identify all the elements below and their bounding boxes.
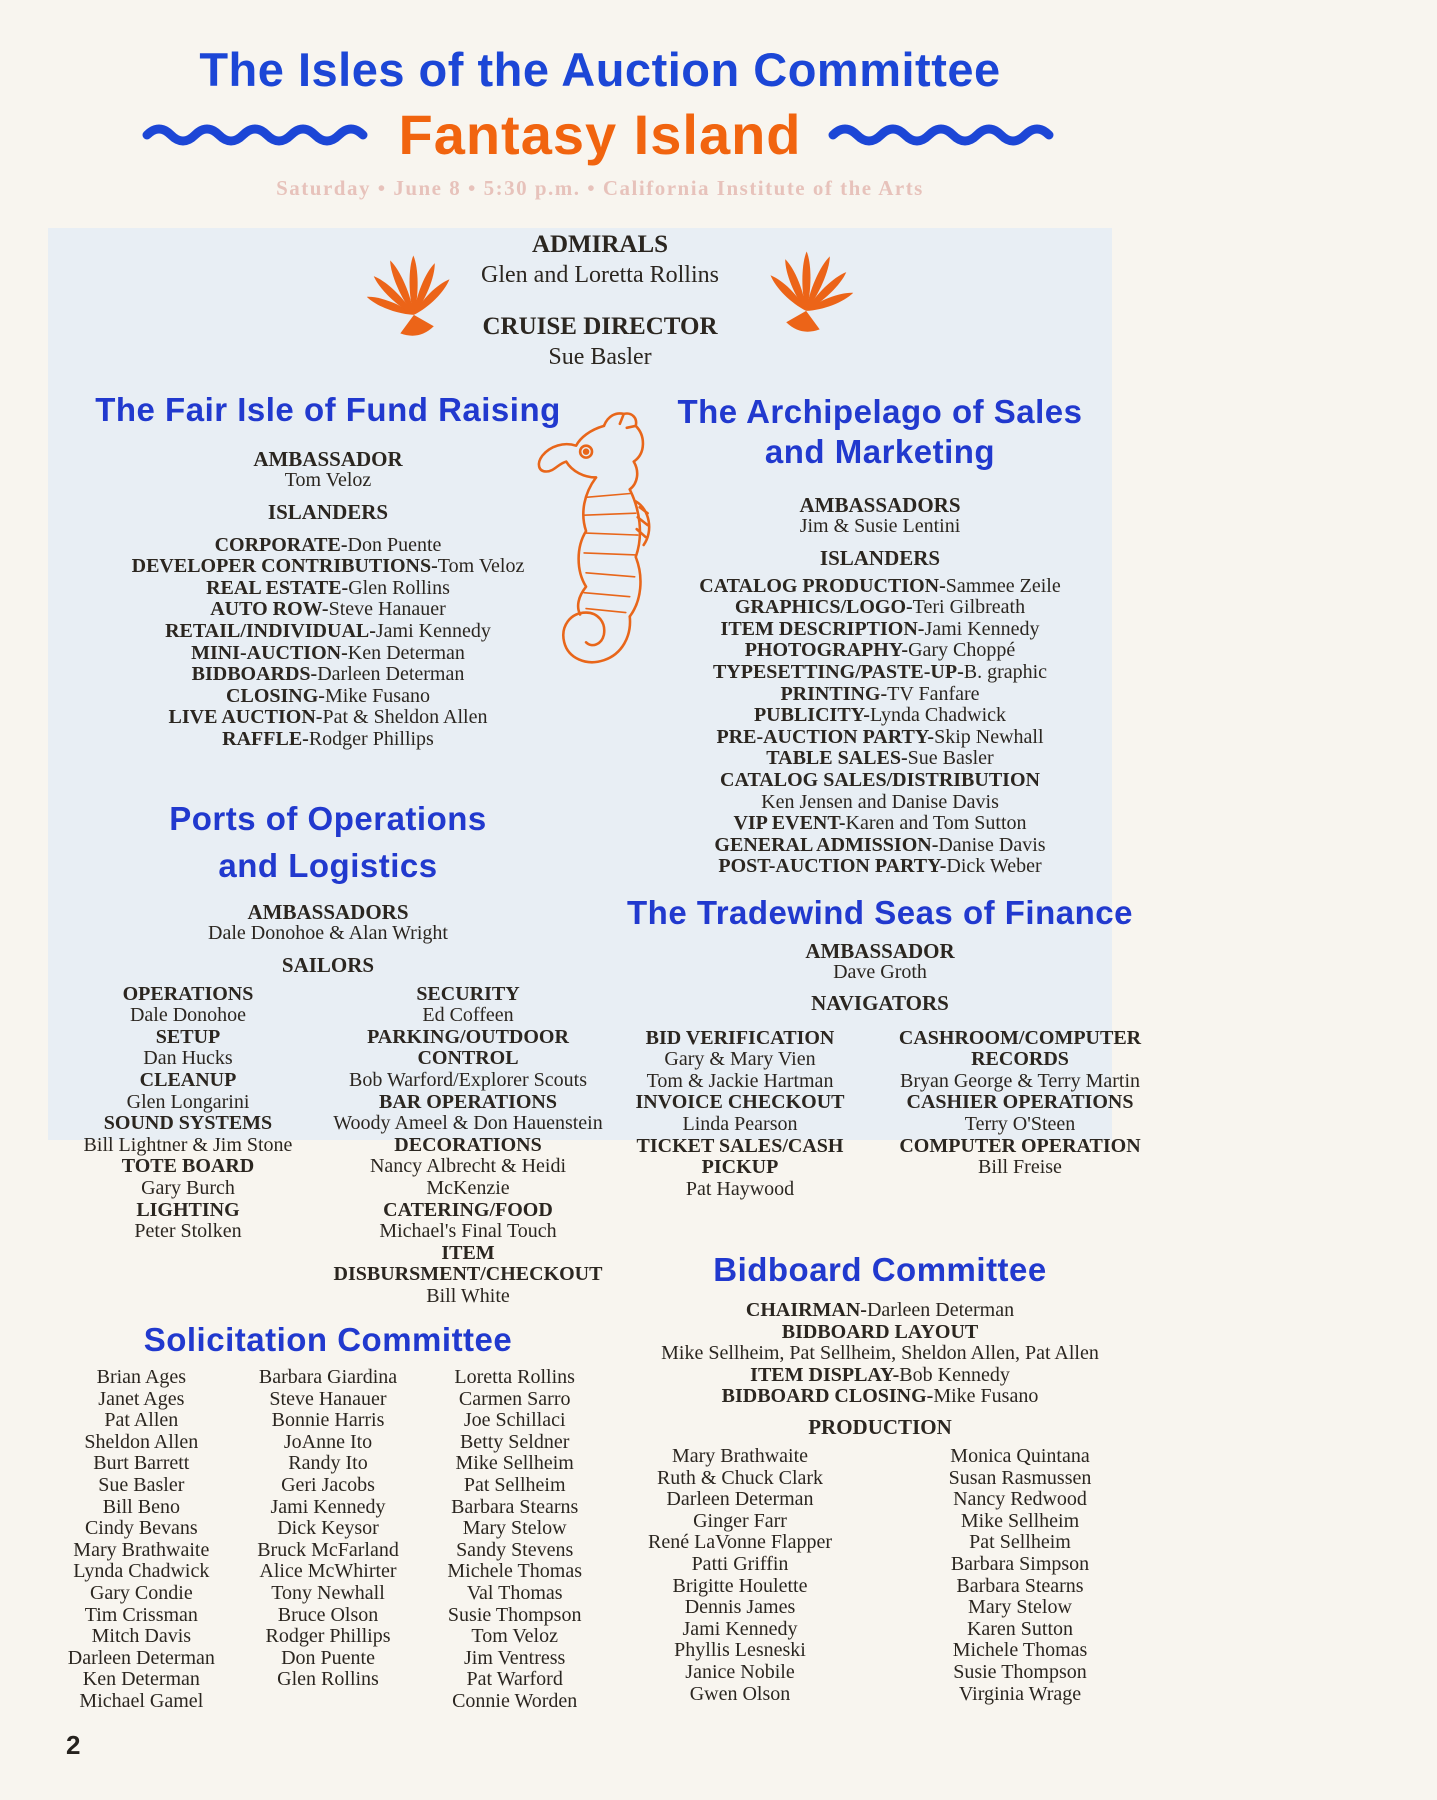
committee-line: GRAPHICS/LOGO-Teri Gilbreath xyxy=(734,596,1026,619)
section-heading: and Marketing xyxy=(764,433,996,470)
committee-line: CASHROOM/COMPUTER xyxy=(898,1026,1142,1049)
committee-line: BIDBOARD LAYOUT xyxy=(781,1320,979,1343)
member-name: Susie Thompson xyxy=(447,1603,582,1626)
member-name: Rodger Phillips xyxy=(265,1625,391,1648)
member-name: Geri Jacobs xyxy=(281,1473,375,1496)
member-name: Virginia Wrage xyxy=(958,1682,1082,1705)
committee-line: Glen Longarini xyxy=(126,1090,250,1113)
member-name: Patti Griffin xyxy=(691,1552,789,1575)
committee-line: SOUND SYSTEMS xyxy=(103,1112,273,1135)
member-name: Ruth & Chuck Clark xyxy=(656,1466,824,1489)
member-name: Ginger Farr xyxy=(693,1509,787,1532)
member-name: Sandy Stevens xyxy=(456,1538,574,1561)
committee-line: CATERING/FOOD xyxy=(383,1198,553,1221)
committee-line: ITEM DISPLAY-Bob Kennedy xyxy=(750,1363,1010,1386)
committee-line: RECORDS xyxy=(971,1048,1069,1071)
committee-line: Bill White xyxy=(426,1284,510,1307)
committee-list xyxy=(600,1028,880,1201)
member-name: Tim Crissman xyxy=(84,1603,198,1626)
member-name: Sue Basler xyxy=(98,1473,185,1496)
member-name: Mitch Davis xyxy=(91,1625,192,1648)
member-name: Glen Rollins xyxy=(277,1668,379,1691)
committee-list xyxy=(600,576,1160,878)
member-name: Jami Kennedy xyxy=(682,1617,798,1640)
committee-line: REAL ESTATE-Glen Rollins xyxy=(206,576,450,599)
committee-line: VIP EVENT-Karen and Tom Sutton xyxy=(733,812,1027,835)
section-heading: The Archipelago of Sales xyxy=(677,393,1083,430)
committee-line: DECORATIONS xyxy=(394,1133,542,1156)
committee-line: BIDBOARDS-Darleen Determan xyxy=(191,663,465,686)
committee-list xyxy=(328,984,608,1308)
member-name: Nancy Redwood xyxy=(953,1488,1087,1511)
member-name: René LaVonne Flapper xyxy=(647,1531,833,1554)
member-name: Don Puente xyxy=(281,1646,375,1669)
committee-line: Bryan George & Terry Martin xyxy=(899,1069,1141,1092)
committee-line: OPERATIONS xyxy=(122,982,254,1005)
wave-divider-icon xyxy=(142,121,372,149)
member-name: Tom Veloz xyxy=(471,1625,558,1648)
committee-line: TABLE SALES-Sue Basler xyxy=(766,747,994,770)
member-name: Steve Hanauer xyxy=(269,1387,387,1410)
group-label: SAILORS xyxy=(281,952,375,977)
committee-line: COMPUTER OPERATION xyxy=(899,1134,1141,1157)
committee-line: GENERAL ADMISSION-Danise Davis xyxy=(714,833,1046,856)
committee-line: Bill Freise xyxy=(978,1156,1062,1179)
committee-list xyxy=(48,1367,235,1713)
committee-line: LIGHTING xyxy=(136,1198,240,1221)
ambassador-label: AMBASSADOR xyxy=(253,447,403,471)
member-name: Susan Rasmussen xyxy=(948,1466,1092,1489)
member-name: Jim Ventress xyxy=(464,1646,566,1669)
cruise-director-label: CRUISE DIRECTOR xyxy=(482,313,718,340)
member-name: Pat Sellheim xyxy=(463,1473,566,1496)
member-name: Pat Sellheim xyxy=(969,1531,1071,1554)
committee-line: BAR OPERATIONS xyxy=(379,1090,557,1113)
committee-list xyxy=(880,1028,1160,1201)
committee-line: POST-AUCTION PARTY-Dick Weber xyxy=(718,855,1042,878)
member-name: Carmen Sarro xyxy=(458,1387,571,1410)
member-name: Bruck McFarland xyxy=(257,1538,399,1561)
member-name: Val Thomas xyxy=(466,1581,563,1604)
page-title: The Isles of the Auction Committee xyxy=(199,43,1001,96)
committee-list xyxy=(600,1300,1160,1408)
committee-line: BIDBOARD CLOSING-Mike Fusano xyxy=(721,1385,1039,1408)
committee-line: BID VERIFICATION xyxy=(645,1026,835,1049)
member-name: Brigitte Houlette xyxy=(672,1574,808,1597)
committee-line: TYPESETTING/PASTE-UP-B. graphic xyxy=(712,660,1048,683)
committee-line: TICKET SALES/CASH PICKUP xyxy=(636,1134,844,1179)
committee-line: Michael's Final Touch xyxy=(379,1220,557,1243)
member-name: Susie Thompson xyxy=(953,1660,1087,1683)
member-name: Darleen Determan xyxy=(67,1646,215,1669)
member-name: Janice Nobile xyxy=(685,1660,795,1683)
member-name: Alice McWhirter xyxy=(259,1560,397,1583)
committee-line: SECURITY xyxy=(416,982,520,1005)
member-name: Burt Barrett xyxy=(93,1452,190,1475)
member-name: Randy Ito xyxy=(288,1452,368,1475)
group-label: NAVIGATORS xyxy=(811,990,949,1015)
committee-line: Ed Coffeen xyxy=(422,1004,514,1027)
committee-line: Tom & Jackie Hartman xyxy=(646,1069,834,1092)
member-name: Bill Beno xyxy=(102,1495,180,1518)
ambassador-name: Dave Groth xyxy=(833,961,927,983)
member-name: Karen Sutton xyxy=(966,1617,1074,1640)
member-name: Joe Schillaci xyxy=(463,1409,566,1432)
committee-line: TOTE BOARD xyxy=(121,1155,255,1178)
committee-line: RAFFLE-Rodger Phillips xyxy=(222,727,434,750)
group-label: PRODUCTION xyxy=(808,1414,952,1439)
committee-line: SETUP xyxy=(155,1025,221,1048)
member-name: Pat Warford xyxy=(466,1668,563,1691)
ambassador-name: Jim & Susie Lentini xyxy=(799,515,961,537)
section-heading: Ports of Operations xyxy=(169,800,487,837)
page-number: 2 xyxy=(66,1730,81,1760)
member-name: Gary Condie xyxy=(89,1581,193,1604)
member-name: Betty Seldner xyxy=(459,1430,570,1453)
section-heading: and Logistics xyxy=(218,847,438,884)
member-name: Dennis James xyxy=(684,1596,796,1619)
committee-line: Woody Ameel & Don Hauenstein xyxy=(333,1112,603,1135)
committee-line: Mike Sellheim, Pat Sellheim, Sheldon Allen, Pat Allen xyxy=(661,1342,1099,1365)
ambassador-label: AMBASSADOR xyxy=(805,939,955,963)
committee-line: Pat Haywood xyxy=(685,1177,795,1200)
section-fund-raising xyxy=(48,390,608,751)
section-finance xyxy=(600,893,1160,1200)
member-name: Loretta Rollins xyxy=(454,1366,575,1388)
committee-line: Bob Warford/Explorer Scouts xyxy=(349,1068,587,1091)
leadership-block xyxy=(320,230,880,372)
committee-line: DEVELOPER CONTRIBUTIONS-Tom Veloz xyxy=(131,555,525,578)
member-name: Monica Quintana xyxy=(950,1444,1090,1467)
committee-line: ITEM DISBURSMENT/CHECKOUT xyxy=(333,1241,603,1286)
section-heading: Bidboard Committee xyxy=(713,1251,1047,1288)
member-name: Ken Determan xyxy=(82,1668,200,1691)
bleed-through-text: Saturday • June 8 • 5:30 p.m. • California Institute of the Arts xyxy=(276,176,924,200)
section-bidboard xyxy=(600,1250,1160,1705)
member-name: Pat Allen xyxy=(104,1409,179,1432)
committee-line: PRE-AUCTION PARTY-Skip Newhall xyxy=(716,725,1044,748)
committee-line: Dale Donohoe xyxy=(129,1004,247,1027)
member-name: Jami Kennedy xyxy=(270,1495,386,1518)
committee-line: AUTO ROW-Steve Hanauer xyxy=(210,598,446,621)
committee-line: PRINTING-TV Fanfare xyxy=(780,682,980,705)
member-name: Connie Worden xyxy=(452,1689,578,1712)
committee-line: CLOSING-Mike Fusano xyxy=(226,684,430,707)
member-name: Lynda Chadwick xyxy=(73,1560,210,1583)
member-name: Dick Keysor xyxy=(277,1517,379,1540)
member-name: Mary Stelow xyxy=(968,1596,1072,1619)
committee-line: Peter Stolken xyxy=(134,1220,242,1243)
member-name: Bruce Olson xyxy=(277,1603,379,1626)
member-name: Mike Sellheim xyxy=(455,1452,574,1475)
committee-line: CORPORATE-Don Puente xyxy=(214,533,442,556)
member-name: Michele Thomas xyxy=(952,1639,1088,1662)
member-name: Janet Ages xyxy=(98,1387,185,1410)
member-name: Tony Newhall xyxy=(271,1581,385,1604)
section-solicitation xyxy=(48,1320,608,1713)
committee-line: ITEM DESCRIPTION-Jami Kennedy xyxy=(720,617,1040,640)
section-heading: Solicitation Committee xyxy=(143,1321,513,1358)
committee-line: RETAIL/INDIVIDUAL-Jami Kennedy xyxy=(165,619,491,642)
member-name: JoAnne Ito xyxy=(283,1430,373,1453)
admirals-names: Glen and Loretta Rollins xyxy=(481,262,719,288)
member-name: Sheldon Allen xyxy=(84,1430,199,1453)
event-name: Fantasy Island xyxy=(398,103,802,166)
admirals-label: ADMIRALS xyxy=(531,231,669,258)
cruise-director-name: Sue Basler xyxy=(548,344,652,370)
committee-line: Terry O'Steen xyxy=(964,1112,1076,1135)
member-name: Michael Gamel xyxy=(79,1689,204,1712)
member-name: Barbara Giardina xyxy=(258,1366,398,1388)
committee-line: PUBLICITY-Lynda Chadwick xyxy=(753,704,1007,727)
group-label: ISLANDERS xyxy=(819,545,941,570)
committee-list xyxy=(235,1367,422,1713)
committee-list xyxy=(48,984,328,1308)
ambassador-label: AMBASSADORS xyxy=(799,493,961,517)
member-name: Bonnie Harris xyxy=(271,1409,385,1432)
ambassador-name: Dale Donohoe & Alan Wright xyxy=(208,922,448,944)
member-name: Gwen Olson xyxy=(689,1682,791,1705)
ambassador-label: AMBASSADORS xyxy=(247,900,409,924)
committee-line: CLEANUP xyxy=(139,1068,237,1091)
committee-line: INVOICE CHECKOUT xyxy=(635,1091,845,1114)
committee-line: MINI-AUCTION-Ken Determan xyxy=(191,641,465,664)
committee-list xyxy=(880,1446,1160,1705)
member-name: Darleen Determan xyxy=(666,1488,814,1511)
committee-line: Gary Burch xyxy=(141,1176,235,1199)
member-name: Barbara Stearns xyxy=(451,1495,579,1518)
member-name: Mary Stelow xyxy=(462,1517,567,1540)
committee-line: Nancy Albrecht & Heidi McKenzie xyxy=(369,1155,567,1199)
committee-list xyxy=(421,1367,608,1713)
section-operations xyxy=(48,795,608,1308)
committee-line: CHAIRMAN-Darleen Determan xyxy=(745,1299,1015,1321)
committee-line: Gary & Mary Vien xyxy=(664,1048,816,1071)
committee-line: PARKING/OUTDOOR CONTROL xyxy=(367,1025,569,1070)
member-name: Cindy Bevans xyxy=(84,1517,198,1540)
group-label: ISLANDERS xyxy=(267,499,389,524)
committee-line: CATALOG PRODUCTION-Sammee Zeile xyxy=(699,574,1061,597)
committee-line: Ken Jensen and Danise Davis xyxy=(761,790,999,813)
member-name: Phyllis Lesneski xyxy=(674,1639,806,1662)
committee-line: CASHIER OPERATIONS xyxy=(906,1091,1134,1114)
committee-list xyxy=(600,1446,880,1705)
member-name: Mike Sellheim xyxy=(960,1509,1080,1532)
committee-line: Dan Hucks xyxy=(143,1047,233,1070)
member-name: Michele Thomas xyxy=(447,1560,582,1583)
committee-list xyxy=(48,535,608,751)
section-heading: The Tradewind Seas of Finance xyxy=(627,894,1133,931)
section-marketing xyxy=(600,392,1160,878)
section-heading: The Fair Isle of Fund Raising xyxy=(95,391,561,428)
member-name: Mary Brathwaite xyxy=(73,1538,210,1561)
committee-line: Bill Lightner & Jim Stone xyxy=(83,1133,293,1156)
committee-line: LIVE AUCTION-Pat & Sheldon Allen xyxy=(168,706,488,729)
wave-divider-icon xyxy=(828,121,1058,149)
committee-line: Linda Pearson xyxy=(682,1112,798,1135)
event-banner xyxy=(20,104,1180,166)
member-name: Mary Brathwaite xyxy=(671,1444,809,1467)
member-name: Barbara Simpson xyxy=(950,1552,1090,1575)
committee-line: PHOTOGRAPHY-Gary Choppé xyxy=(744,639,1016,662)
member-name: Brian Ages xyxy=(96,1366,187,1388)
ambassador-name: Tom Veloz xyxy=(284,469,372,491)
member-name: Barbara Stearns xyxy=(956,1574,1084,1597)
committee-line: CATALOG SALES/DISTRIBUTION xyxy=(720,768,1040,791)
